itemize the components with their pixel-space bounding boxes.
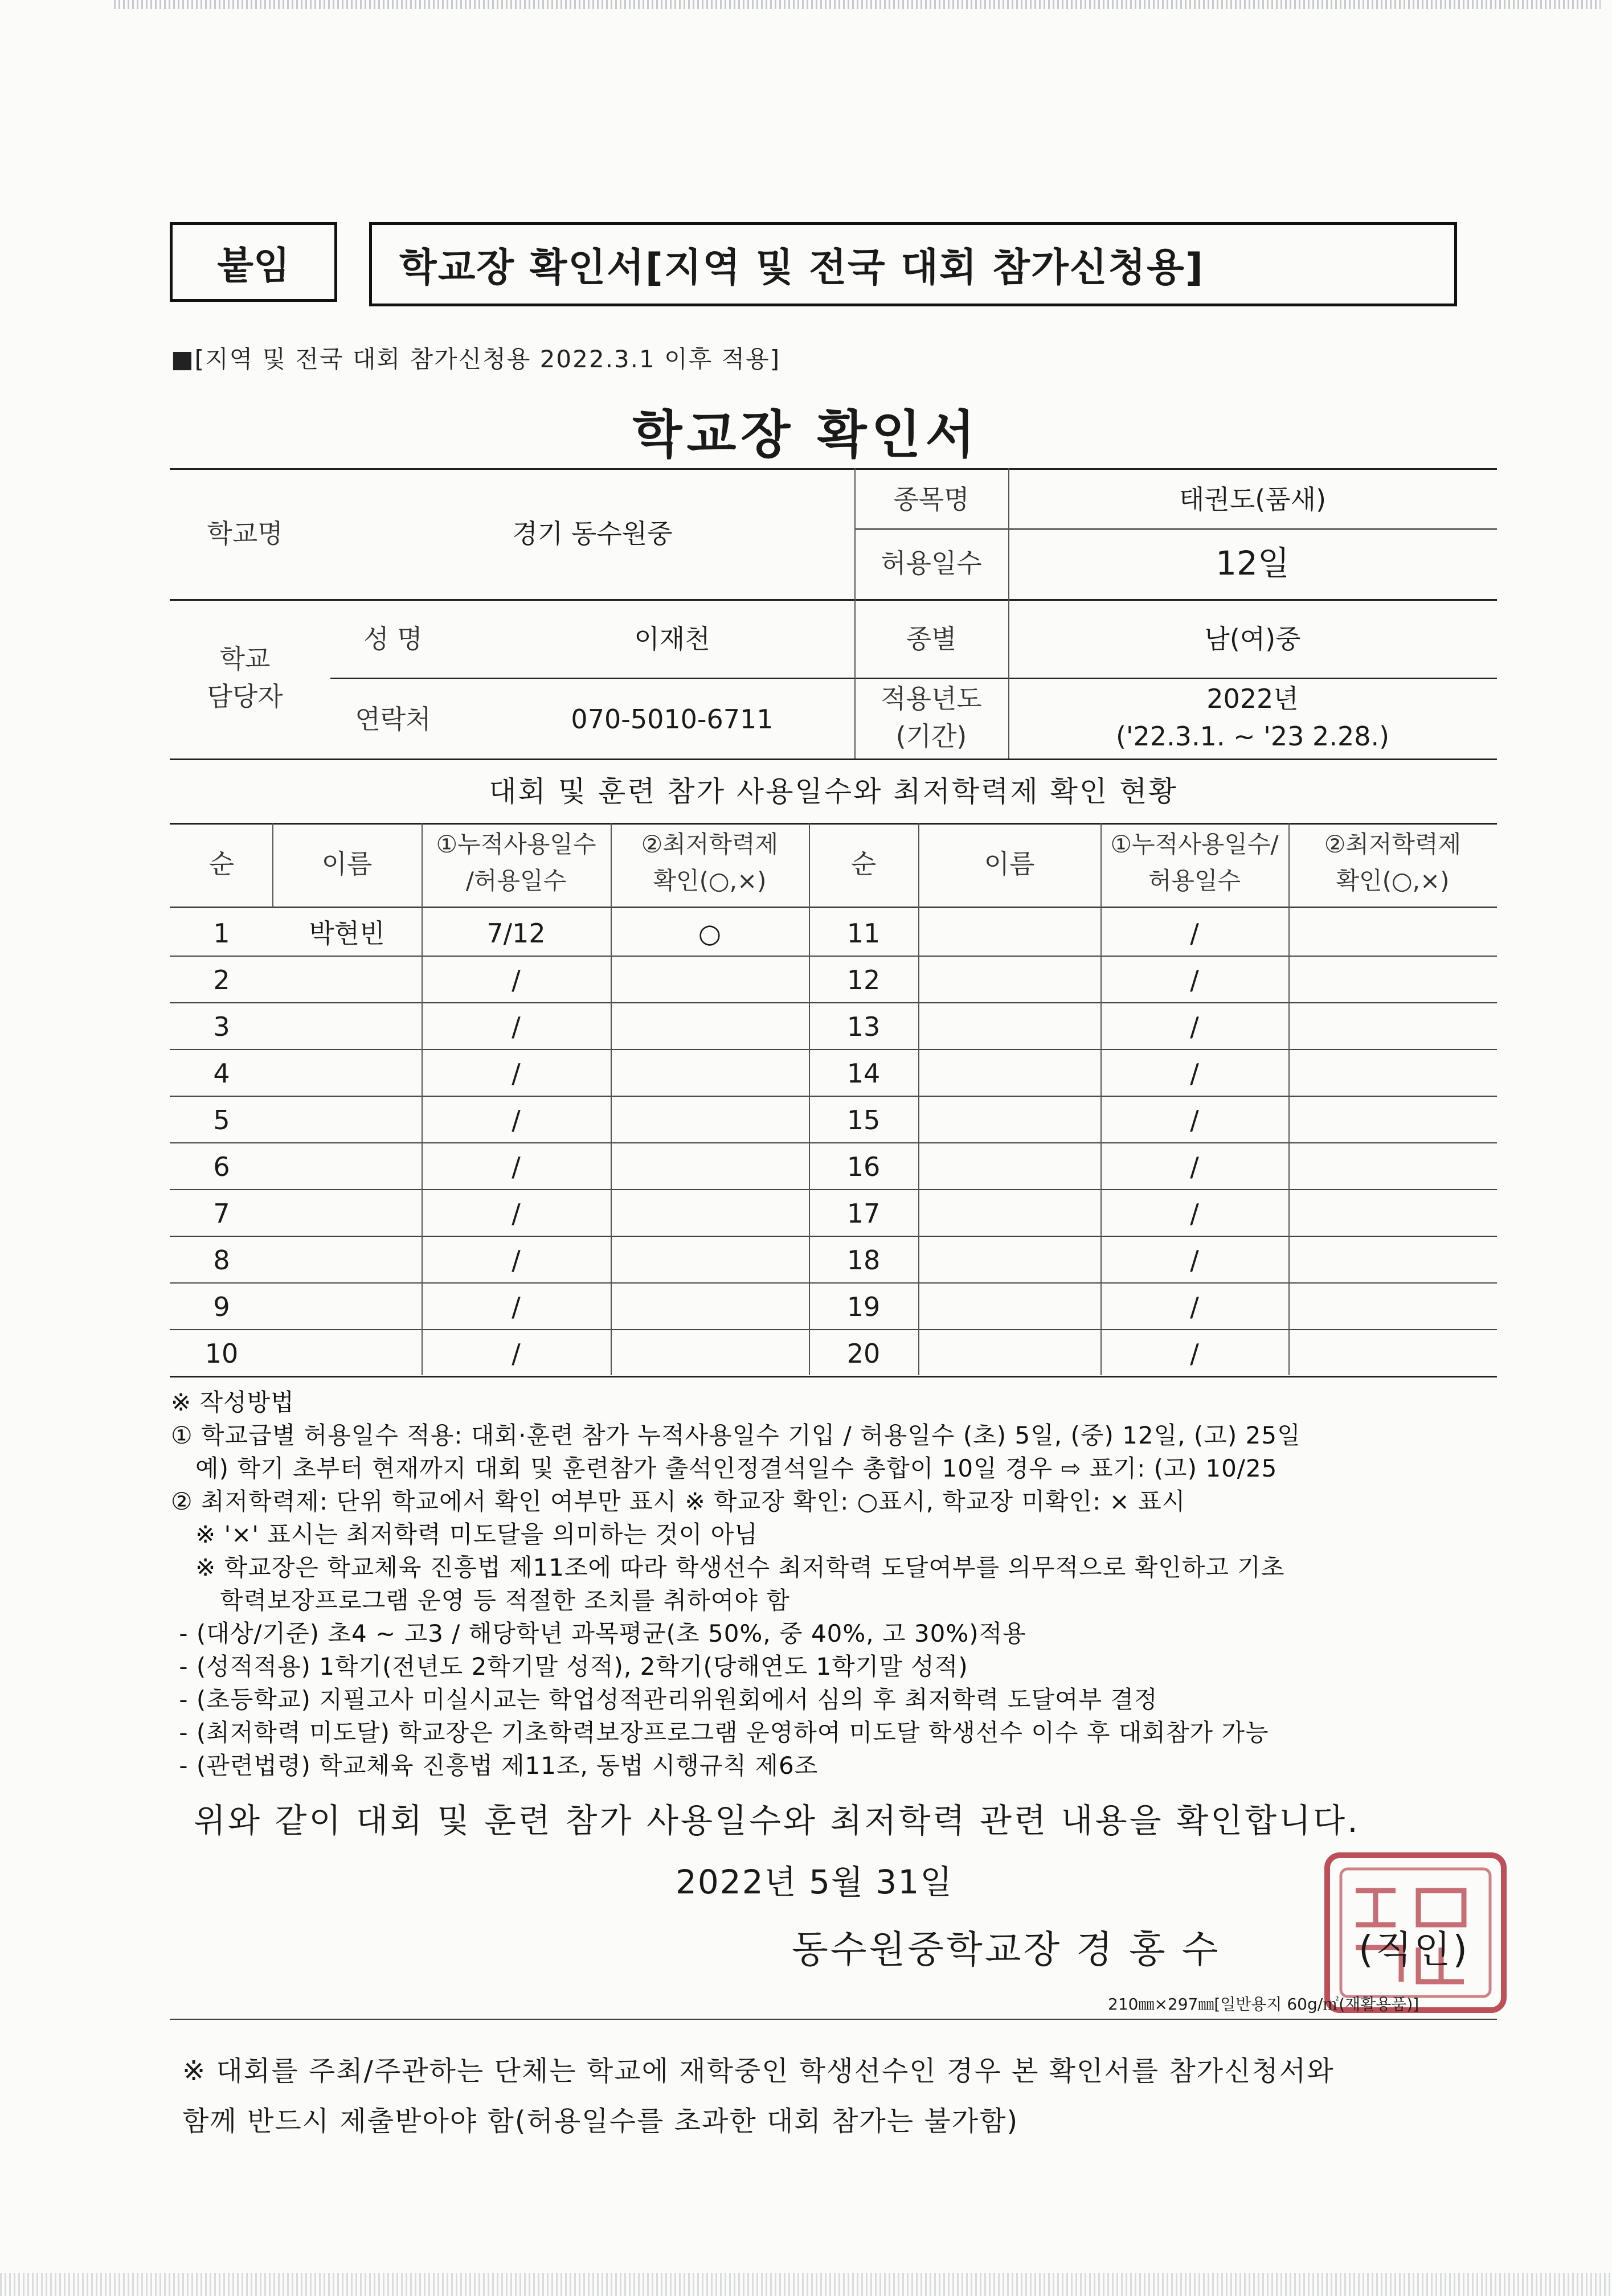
row-no-right: 18: [846, 1245, 881, 1276]
row-days-right: /: [1190, 1151, 1199, 1182]
signature-date: 2022년 5월 31일: [676, 1863, 954, 1901]
method-line: - (초등학교) 지필고사 미실시교는 학업성적관리위원회에서 심의 후 최저학력 도달여부 결정: [171, 1686, 1158, 1713]
sport-label: 종목명: [893, 484, 969, 515]
row-days: /: [512, 965, 521, 995]
row-no: 9: [213, 1292, 230, 1322]
row-no-right: 16: [846, 1151, 881, 1182]
attach-label: 붙임: [217, 243, 290, 288]
status-title: 대회 및 훈련 참가 사용일수와 최저학력제 확인 현황: [489, 775, 1178, 808]
col-no-right: 순: [850, 848, 877, 879]
manager-label-2: 담당자: [207, 681, 283, 712]
doc-title: 학교장 확인서: [632, 405, 980, 465]
row-days: /: [512, 1292, 521, 1322]
footnote-1: ※ 대회를 주최/주관하는 단체는 학교에 재학중인 학생선수인 경우 본 확인서를 참가신청서와: [182, 2055, 1335, 2087]
apply-note: ■[지역 및 전국 대회 참가신청용 2022.3.1 이후 적용]: [171, 345, 781, 373]
principal-name: 동수원중학교장 경 홍 수: [792, 1928, 1221, 1971]
contact-value: 070-5010-6711: [571, 704, 774, 735]
method-line: - (최저학력 미도달) 학교장은 기초학력보장프로그램 운영하여 미도달 학생선수 이수 후 대회참가 가능: [171, 1719, 1269, 1746]
row-days: /: [512, 1011, 521, 1042]
col-days-right-1: ①누적사용일수/: [1110, 830, 1279, 858]
method-line: ② 최저학력제: 단위 학교에서 확인 여부만 표시 ※ 학교장 확인: ○표시, 학교장 미확인: × 표시: [171, 1487, 1186, 1515]
row-no-right: 14: [846, 1058, 881, 1089]
row-days-right: /: [1190, 918, 1199, 949]
footnote-2: 함께 반드시 제출받아야 함(허용일수를 초과한 대회 참가는 불가함): [182, 2105, 1019, 2137]
col-no: 순: [208, 848, 235, 879]
row-days: /: [512, 1245, 521, 1276]
attach-label-box: [170, 222, 337, 302]
col-check-right-1: ②최저학력제: [1324, 830, 1462, 858]
school-value: 경기 동수원중: [512, 518, 673, 549]
col-name: 이름: [321, 848, 373, 879]
row-days-right: /: [1190, 1198, 1199, 1229]
gender-label: 종별: [906, 624, 957, 654]
method-line: 예) 학기 초부터 현재까지 대회 및 훈련참가 출석인정결석일수 총합이 10일 경우 ⇨ 표기: (고) 10/25: [171, 1454, 1278, 1482]
col-check-1: ②최저학력제: [641, 830, 779, 858]
allowed-value: 12일: [1216, 544, 1290, 583]
col-check-right-2: 확인(○,×): [1336, 867, 1450, 895]
row-no: 3: [213, 1011, 230, 1042]
method-line: - (성적적용) 1학기(전년도 2학기말 성적), 2학기(당해연도 1학기말 성적): [171, 1653, 968, 1680]
row-no-right: 13: [846, 1011, 881, 1042]
row-days-right: /: [1190, 965, 1199, 995]
method-line: - (관련법령) 학교체육 진흥법 제11조, 동법 시행규칙 제6조: [171, 1752, 819, 1780]
col-days-right-2: 허용일수: [1148, 867, 1241, 895]
method-line: ※ '×' 표시는 최저학력 미도달을 의미하는 것이 아님: [171, 1520, 758, 1548]
col-name-right: 이름: [984, 848, 1035, 879]
seal-label: (직인): [1359, 1928, 1470, 1971]
row-days-right: /: [1190, 1105, 1199, 1135]
row-no-right: 20: [846, 1338, 881, 1369]
row-days: /: [512, 1151, 521, 1182]
row-days: /: [512, 1338, 521, 1369]
header-title-box: [369, 222, 1457, 306]
method-line: ※ 학교장은 학교체육 진흥법 제11조에 따라 학생선수 최저학력 도달여부를 의무적으로 확인하고 기초: [171, 1553, 1285, 1581]
paper-note: 210㎜×297㎜[일반용지 60g/㎡(재활용품)]: [1108, 1995, 1419, 2014]
row-no: 4: [213, 1058, 230, 1089]
method-line: ① 학교급별 허용일수 적용: 대회·훈련 참가 누적사용일수 기입 / 허용일수 (초) 5일, (중) 12일, (고) 25일: [171, 1421, 1301, 1449]
row-name: 박현빈: [309, 918, 385, 949]
method-line: - (대상/기준) 초4 ~ 고3 / 해당학년 과목평균(초 50%, 중 40%, 고 30%)적용: [171, 1620, 1026, 1647]
col-check-2: 확인(○,×): [653, 867, 767, 895]
row-no: 1: [213, 918, 230, 949]
year-label-2: (기간): [895, 721, 967, 752]
row-check: ○: [698, 918, 722, 949]
method-line: 학력보장프로그램 운영 등 적절한 조치를 취하여야 함: [171, 1586, 790, 1614]
row-days: /: [512, 1198, 521, 1229]
row-days-right: /: [1190, 1245, 1199, 1276]
row-no-right: 11: [846, 918, 881, 949]
row-days: 7/12: [486, 918, 546, 949]
sport-value: 태권도(품새): [1179, 484, 1327, 515]
year-value-2: ('22.3.1. ~ '23 2.28.): [1115, 721, 1390, 752]
school-label: 학교명: [207, 518, 283, 549]
row-no-right: 15: [846, 1105, 881, 1135]
row-no: 2: [213, 965, 230, 995]
row-days-right: /: [1190, 1292, 1199, 1322]
row-no: 10: [204, 1338, 239, 1369]
row-no: 5: [213, 1105, 230, 1135]
gender-value: 남(여)중: [1204, 624, 1301, 654]
year-label-1: 적용년도: [881, 683, 982, 714]
row-days-right: /: [1190, 1011, 1199, 1042]
row-no: 8: [213, 1245, 230, 1276]
row-days-right: /: [1190, 1058, 1199, 1089]
row-no: 7: [213, 1198, 230, 1229]
scan-edge-bottom: [0, 2273, 1612, 2296]
row-days-right: /: [1190, 1338, 1199, 1369]
confirm-text: 위와 같이 대회 및 훈련 참가 사용일수와 최저학력 관련 내용을 확인합니다.: [194, 1801, 1360, 1840]
row-no-right: 12: [846, 965, 881, 995]
row-no-right: 17: [846, 1198, 881, 1229]
name-value: 이재천: [634, 624, 710, 654]
manager-label-1: 학교: [219, 643, 271, 674]
row-days: /: [512, 1105, 521, 1135]
year-value-1: 2022년: [1206, 683, 1299, 714]
scan-edge-top: [114, 0, 1601, 9]
name-label: 성 명: [363, 624, 423, 654]
allowed-label: 허용일수: [881, 548, 982, 579]
row-days: /: [512, 1058, 521, 1089]
col-days-1: ①누적사용일수: [436, 830, 596, 858]
row-no-right: 19: [846, 1292, 881, 1322]
col-days-2: /허용일수: [465, 867, 567, 895]
row-no: 6: [213, 1151, 230, 1182]
method-line: ※ 작성방법: [171, 1388, 294, 1416]
header-title: 학교장 확인서[지역 및 전국 대회 참가신청용]: [399, 245, 1204, 290]
contact-label: 연락처: [355, 704, 431, 735]
